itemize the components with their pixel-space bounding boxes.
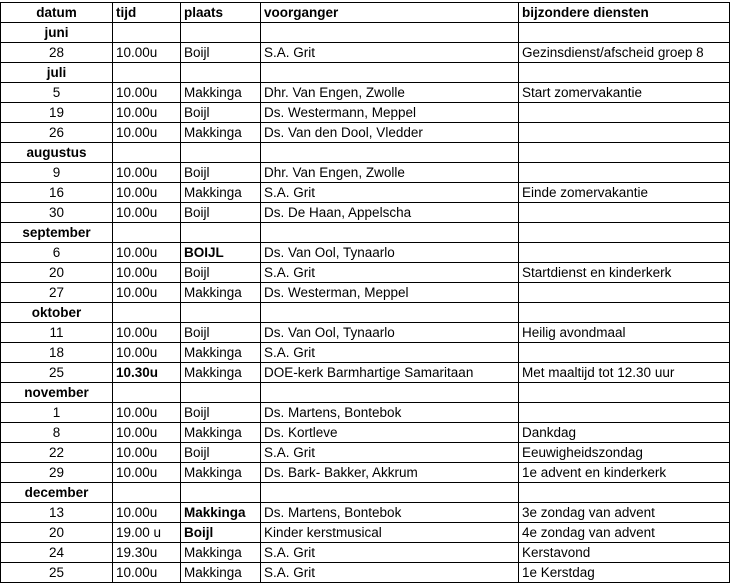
- cell-bijzondere-dienst: Eeuwigheidszondag: [519, 443, 730, 463]
- empty-cell: [113, 383, 181, 403]
- cell-datum: 30: [1, 203, 113, 223]
- cell-tijd: 10.00u: [113, 403, 181, 423]
- cell-bijzondere-dienst: Start zomervakantie: [519, 83, 730, 103]
- cell-tijd: 10.00u: [113, 443, 181, 463]
- cell-bijzondere-dienst: 1e Kerstdag: [519, 563, 730, 583]
- cell-tijd: 10.00u: [113, 463, 181, 483]
- cell-datum: 19: [1, 103, 113, 123]
- cell-voorganger: S.A. Grit: [261, 543, 519, 563]
- empty-cell: [181, 383, 261, 403]
- cell-bijzondere-dienst: Kerstavond: [519, 543, 730, 563]
- cell-bijzondere-dienst: [519, 163, 730, 183]
- cell-plaats: Makkinga: [181, 563, 261, 583]
- cell-bijzondere-dienst: 4e zondag van advent: [519, 523, 730, 543]
- cell-voorganger: S.A. Grit: [261, 563, 519, 583]
- cell-voorganger: S.A. Grit: [261, 263, 519, 283]
- month-row: [1, 223, 730, 243]
- cell-datum: 28: [1, 43, 113, 63]
- cell-tijd: 10.00u: [113, 103, 181, 123]
- cell-tijd: 10.00u: [113, 343, 181, 363]
- cell-datum: 24: [1, 543, 113, 563]
- service-row: [1, 543, 730, 563]
- cell-tijd: 10.00u: [113, 323, 181, 343]
- cell-datum: 9: [1, 163, 113, 183]
- cell-datum: 29: [1, 463, 113, 483]
- service-row: [1, 503, 730, 523]
- cell-datum: 1: [1, 403, 113, 423]
- header-row: [1, 3, 730, 23]
- service-row: [1, 83, 730, 103]
- cell-plaats: Makkinga: [181, 423, 261, 443]
- empty-cell: [181, 143, 261, 163]
- cell-voorganger: Ds. Kortleve: [261, 423, 519, 443]
- cell-datum: 26: [1, 123, 113, 143]
- empty-cell: [181, 483, 261, 503]
- cell-plaats: Makkinga: [181, 123, 261, 143]
- empty-cell: [519, 223, 730, 243]
- empty-cell: [181, 223, 261, 243]
- cell-voorganger: Kinder kerstmusical: [261, 523, 519, 543]
- month-row: [1, 143, 730, 163]
- header-voorganger: voorganger: [261, 3, 519, 23]
- service-row: [1, 343, 730, 363]
- service-row: [1, 363, 730, 383]
- header-plaats: plaats: [181, 3, 261, 23]
- cell-bijzondere-dienst: Heilig avondmaal: [519, 323, 730, 343]
- cell-voorganger: Ds. Van den Dool, Vledder: [261, 123, 519, 143]
- cell-tijd: 10.00u: [113, 243, 181, 263]
- cell-plaats: Boijl: [181, 443, 261, 463]
- cell-tijd: 10.00u: [113, 83, 181, 103]
- empty-cell: [113, 143, 181, 163]
- cell-voorganger: S.A. Grit: [261, 443, 519, 463]
- cell-voorganger: S.A. Grit: [261, 343, 519, 363]
- cell-datum: 5: [1, 83, 113, 103]
- cell-voorganger: S.A. Grit: [261, 43, 519, 63]
- cell-datum: 27: [1, 283, 113, 303]
- empty-cell: [519, 143, 730, 163]
- service-row: [1, 243, 730, 263]
- month-row: [1, 23, 730, 43]
- cell-tijd: 10.00u: [113, 43, 181, 63]
- cell-plaats: Makkinga: [181, 463, 261, 483]
- header-datum: datum: [1, 3, 113, 23]
- cell-voorganger: S.A. Grit: [261, 183, 519, 203]
- cell-plaats: Boijl: [181, 323, 261, 343]
- cell-voorganger: Ds. Van Ool, Tynaarlo: [261, 323, 519, 343]
- service-schedule-table: [0, 2, 730, 583]
- cell-bijzondere-dienst: [519, 403, 730, 423]
- cell-plaats: Boijl: [181, 43, 261, 63]
- empty-cell: [113, 483, 181, 503]
- cell-datum: 25: [1, 363, 113, 383]
- empty-cell: [113, 63, 181, 83]
- empty-cell: [519, 23, 730, 43]
- cell-plaats: Boijl: [181, 523, 261, 543]
- cell-voorganger: Ds. Martens, Bontebok: [261, 403, 519, 423]
- cell-voorganger: Dhr. Van Engen, Zwolle: [261, 163, 519, 183]
- cell-voorganger: Ds. Bark- Bakker, Akkrum: [261, 463, 519, 483]
- cell-bijzondere-dienst: [519, 123, 730, 143]
- cell-plaats: Makkinga: [181, 503, 261, 523]
- cell-bijzondere-dienst: Gezinsdienst/afscheid groep 8: [519, 43, 730, 63]
- cell-voorganger: DOE-kerk Barmhartige Samaritaan: [261, 363, 519, 383]
- cell-plaats: Makkinga: [181, 183, 261, 203]
- empty-cell: [261, 483, 519, 503]
- cell-datum: 13: [1, 503, 113, 523]
- cell-bijzondere-dienst: 3e zondag van advent: [519, 503, 730, 523]
- cell-plaats: Boijl: [181, 163, 261, 183]
- empty-cell: [181, 63, 261, 83]
- cell-datum: 8: [1, 423, 113, 443]
- cell-datum: 6: [1, 243, 113, 263]
- month-row: [1, 303, 730, 323]
- cell-plaats: Boijl: [181, 403, 261, 423]
- cell-plaats: Makkinga: [181, 543, 261, 563]
- cell-tijd: 10.00u: [113, 163, 181, 183]
- empty-cell: [519, 483, 730, 503]
- empty-cell: [261, 63, 519, 83]
- cell-tijd: 10.00u: [113, 263, 181, 283]
- cell-voorganger: Ds. Van Ool, Tynaarlo: [261, 243, 519, 263]
- service-row: [1, 423, 730, 443]
- header-bijzondere-diensten: bijzondere diensten: [519, 3, 730, 23]
- month-label: november: [1, 383, 113, 403]
- cell-bijzondere-dienst: Startdienst en kinderkerk: [519, 263, 730, 283]
- service-row: [1, 403, 730, 423]
- cell-tijd: 10.00u: [113, 283, 181, 303]
- cell-bijzondere-dienst: Dankdag: [519, 423, 730, 443]
- service-row: [1, 43, 730, 63]
- service-row: [1, 523, 730, 543]
- cell-tijd: 10.00u: [113, 503, 181, 523]
- cell-tijd: 10.00u: [113, 423, 181, 443]
- empty-cell: [113, 23, 181, 43]
- service-row: [1, 123, 730, 143]
- cell-bijzondere-dienst: Einde zomervakantie: [519, 183, 730, 203]
- cell-tijd: 10.30u: [113, 363, 181, 383]
- cell-plaats: Boijl: [181, 203, 261, 223]
- cell-bijzondere-dienst: [519, 103, 730, 123]
- month-label: juni: [1, 23, 113, 43]
- empty-cell: [113, 223, 181, 243]
- cell-datum: 11: [1, 323, 113, 343]
- month-label: oktober: [1, 303, 113, 323]
- cell-voorganger: Ds. Westerman, Meppel: [261, 283, 519, 303]
- empty-cell: [519, 63, 730, 83]
- cell-tijd: 10.00u: [113, 183, 181, 203]
- service-row: [1, 103, 730, 123]
- empty-cell: [519, 303, 730, 323]
- cell-bijzondere-dienst: [519, 283, 730, 303]
- service-row: [1, 563, 730, 583]
- service-row: [1, 323, 730, 343]
- empty-cell: [181, 303, 261, 323]
- cell-tijd: 10.00u: [113, 203, 181, 223]
- cell-tijd: 10.00u: [113, 123, 181, 143]
- service-row: [1, 163, 730, 183]
- cell-datum: 18: [1, 343, 113, 363]
- cell-bijzondere-dienst: Met maaltijd tot 12.30 uur: [519, 363, 730, 383]
- cell-plaats: BOIJL: [181, 243, 261, 263]
- service-row: [1, 463, 730, 483]
- cell-plaats: Makkinga: [181, 343, 261, 363]
- empty-cell: [181, 23, 261, 43]
- cell-plaats: Makkinga: [181, 363, 261, 383]
- month-label: september: [1, 223, 113, 243]
- month-label: december: [1, 483, 113, 503]
- schedule-body: [1, 23, 730, 583]
- empty-cell: [519, 383, 730, 403]
- empty-cell: [113, 303, 181, 323]
- cell-voorganger: Ds. Martens, Bontebok: [261, 503, 519, 523]
- cell-tijd: 19.00 u: [113, 523, 181, 543]
- cell-voorganger: Ds. Westermann, Meppel: [261, 103, 519, 123]
- cell-bijzondere-dienst: [519, 203, 730, 223]
- month-row: [1, 63, 730, 83]
- header-tijd: tijd: [113, 3, 181, 23]
- month-label: juli: [1, 63, 113, 83]
- cell-bijzondere-dienst: [519, 243, 730, 263]
- empty-cell: [261, 223, 519, 243]
- cell-bijzondere-dienst: 1e advent en kinderkerk: [519, 463, 730, 483]
- service-row: [1, 443, 730, 463]
- cell-plaats: Makkinga: [181, 83, 261, 103]
- cell-datum: 25: [1, 563, 113, 583]
- empty-cell: [261, 383, 519, 403]
- cell-plaats: Makkinga: [181, 283, 261, 303]
- cell-datum: 16: [1, 183, 113, 203]
- cell-datum: 20: [1, 523, 113, 543]
- cell-plaats: Boijl: [181, 103, 261, 123]
- cell-bijzondere-dienst: [519, 343, 730, 363]
- cell-datum: 20: [1, 263, 113, 283]
- empty-cell: [261, 143, 519, 163]
- cell-datum: 22: [1, 443, 113, 463]
- cell-tijd: 19.30u: [113, 543, 181, 563]
- month-row: [1, 383, 730, 403]
- service-row: [1, 203, 730, 223]
- empty-cell: [261, 303, 519, 323]
- service-row: [1, 183, 730, 203]
- cell-voorganger: Dhr. Van Engen, Zwolle: [261, 83, 519, 103]
- month-label: augustus: [1, 143, 113, 163]
- empty-cell: [261, 23, 519, 43]
- service-row: [1, 283, 730, 303]
- service-row: [1, 263, 730, 283]
- cell-tijd: 10.00u: [113, 563, 181, 583]
- cell-voorganger: Ds. De Haan, Appelscha: [261, 203, 519, 223]
- month-row: [1, 483, 730, 503]
- cell-plaats: Boijl: [181, 263, 261, 283]
